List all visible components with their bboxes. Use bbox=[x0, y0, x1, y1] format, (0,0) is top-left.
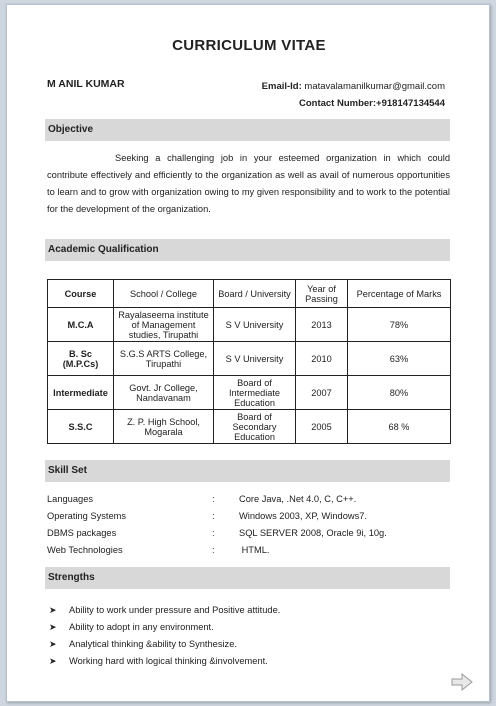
skill-value: Core Java, .Net 4.0, C, C++. bbox=[239, 494, 357, 504]
candidate-name: M ANIL KUMAR bbox=[47, 78, 125, 90]
arrow-bullet-icon: ➤ bbox=[49, 605, 57, 615]
skill-row bbox=[47, 508, 451, 525]
skill-value: SQL SERVER 2008, Oracle 9i, 10g. bbox=[239, 528, 387, 538]
table-row bbox=[48, 342, 451, 376]
skill-key: Operating Systems bbox=[47, 511, 127, 521]
arrow-bullet-icon: ➤ bbox=[49, 622, 57, 632]
header-school: School / College bbox=[114, 280, 214, 308]
phone-label: Contact Number: bbox=[298, 98, 377, 109]
cell-course: B. Sc (M.P.Cs) bbox=[48, 342, 114, 376]
page-title: CURRICULUM VITAE bbox=[172, 37, 326, 54]
cell-course: Intermediate bbox=[48, 376, 114, 410]
strength-text: Analytical thinking &ability to Synthesize. bbox=[69, 639, 237, 649]
skill-key: Web Technologies bbox=[47, 545, 123, 555]
header-year: Year of Passing bbox=[296, 280, 348, 308]
cell-school: S.G.S ARTS College, Tirupathi bbox=[114, 342, 214, 376]
phone-line bbox=[262, 95, 445, 112]
strength-list bbox=[47, 602, 451, 670]
header-percentage: Percentage of Marks bbox=[348, 280, 451, 308]
cell-percentage: 63% bbox=[348, 342, 451, 376]
section-strengths: Strengths bbox=[45, 567, 450, 589]
skill-colon: : bbox=[212, 511, 215, 521]
list-item bbox=[47, 619, 451, 636]
strength-text: Ability to adopt in any environment. bbox=[69, 622, 214, 632]
skill-colon: : bbox=[212, 494, 215, 504]
objective-text: Seeking a challenging job in your esteemed organization in which could contribute effectively and efficiently to the organization as well as avail of numerous opportunities to learn and to grow with organization owing to my given responsibility and to work to the potential for the development of the organization. bbox=[47, 153, 450, 214]
header-board: Board / University bbox=[214, 280, 296, 308]
cell-course: S.S.C bbox=[48, 410, 114, 444]
skill-list bbox=[47, 491, 451, 559]
cell-percentage: 68 % bbox=[348, 410, 451, 444]
skill-row bbox=[47, 525, 451, 542]
cell-board: S V University bbox=[214, 308, 296, 342]
skill-colon: : bbox=[212, 528, 215, 538]
skill-key: Languages bbox=[47, 494, 94, 504]
header-course: Course bbox=[48, 280, 114, 308]
next-arrow-icon[interactable] bbox=[451, 673, 473, 691]
skill-row bbox=[47, 542, 451, 559]
list-item bbox=[47, 602, 451, 619]
cell-board: S V University bbox=[214, 342, 296, 376]
cell-percentage: 78% bbox=[348, 308, 451, 342]
skill-value: HTML. bbox=[239, 545, 270, 555]
skill-value: Windows 2003, XP, Windows7. bbox=[239, 511, 367, 521]
cell-school: Govt. Jr College, Nandavanam bbox=[114, 376, 214, 410]
table-row bbox=[48, 410, 451, 444]
table-row bbox=[48, 376, 451, 410]
arrow-bullet-icon: ➤ bbox=[49, 639, 57, 649]
list-item bbox=[47, 636, 451, 653]
email-line bbox=[262, 78, 445, 95]
email-value[interactable]: matavalamanilkumar@gmail.com bbox=[304, 81, 445, 92]
section-objective: Objective bbox=[45, 119, 450, 141]
academic-table bbox=[47, 279, 451, 444]
skill-row bbox=[47, 491, 451, 508]
cell-year: 2010 bbox=[296, 342, 348, 376]
skill-key: DBMS packages bbox=[47, 528, 117, 538]
cell-year: 2005 bbox=[296, 410, 348, 444]
cell-year: 2013 bbox=[296, 308, 348, 342]
section-academic: Academic Qualification bbox=[45, 239, 450, 261]
resume-page bbox=[6, 4, 490, 702]
cell-year: 2007 bbox=[296, 376, 348, 410]
table-header-row bbox=[48, 280, 451, 308]
email-label: Email-Id: bbox=[261, 81, 302, 92]
strength-text: Ability to work under pressure and Positive attitude. bbox=[69, 605, 281, 615]
cell-course: M.C.A bbox=[48, 308, 114, 342]
cell-school: Rayalaseema institute of Management studies, Tirupathi bbox=[114, 308, 214, 342]
contact-block bbox=[262, 78, 445, 112]
arrow-bullet-icon: ➤ bbox=[49, 656, 57, 666]
cell-percentage: 80% bbox=[348, 376, 451, 410]
list-item bbox=[47, 653, 451, 670]
cell-board: Board of Intermediate Education bbox=[214, 376, 296, 410]
table-row bbox=[48, 308, 451, 342]
strength-text: Working hard with logical thinking &involvement. bbox=[69, 656, 268, 666]
cell-board: Board of Secondary Education bbox=[214, 410, 296, 444]
skill-colon: : bbox=[212, 545, 215, 555]
phone-value: +918147134544 bbox=[376, 98, 445, 109]
cell-school: Z. P. High School, Mogarala bbox=[114, 410, 214, 444]
section-skills: Skill Set bbox=[45, 460, 450, 482]
